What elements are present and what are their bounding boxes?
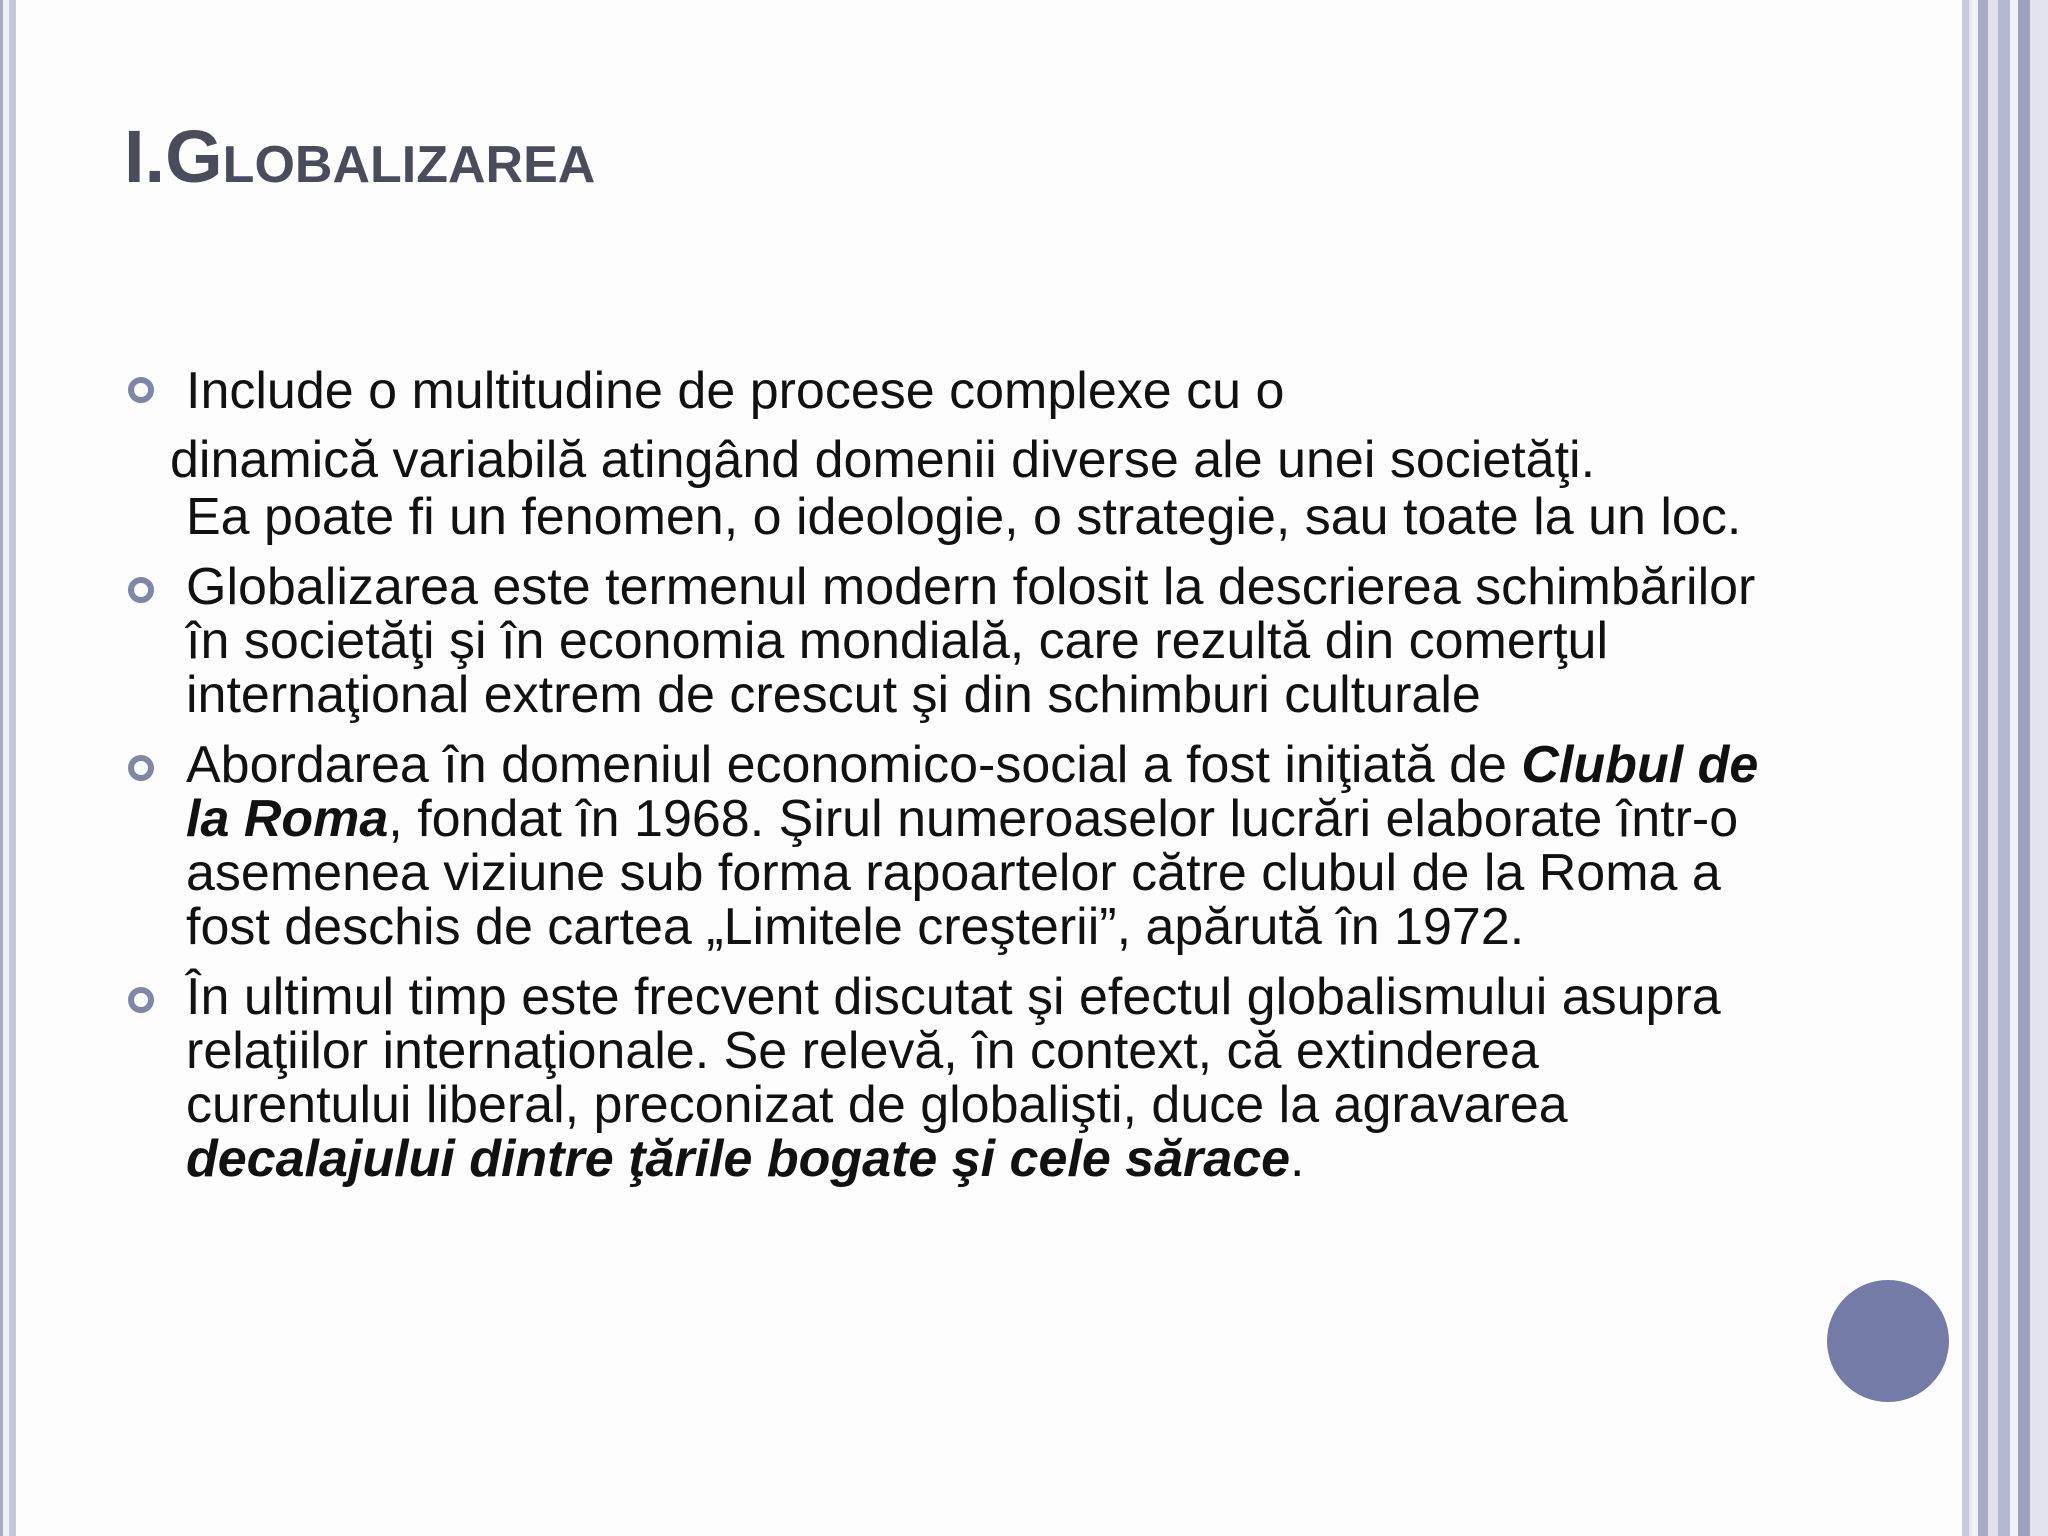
right-stripe xyxy=(1978,0,1988,1536)
bullet-text-rest: Ea poate fi un fenomen, o ideologie, o strategie, sau toate la un loc. xyxy=(186,488,1742,546)
hollow-circle-bullet-icon xyxy=(128,987,154,1013)
bullet-text-after: , fondat în 1968. Şirul numeroaselor lucrări elaborate într-o asemenea viziune sub forma rapoartelor către clubul de la Roma a fost deschis de cartea „Limitele creşterii”, apărută în 1972. xyxy=(186,790,1739,956)
bullet-emphasis-gap: decalajului dintre ţările bogate şi cele sărace xyxy=(186,1130,1291,1188)
right-stripe xyxy=(2030,0,2048,1536)
hollow-circle-bullet-icon xyxy=(128,755,154,781)
right-stripe xyxy=(2018,0,2030,1536)
hollow-circle-bullet-icon xyxy=(128,577,154,603)
bullet-item-2 xyxy=(124,560,1764,722)
bullet-item-3 xyxy=(124,738,1764,954)
filled-circle-decoration xyxy=(1827,1280,1949,1402)
hollow-circle-bullet-icon xyxy=(128,377,154,403)
bullet-text: Globalizarea este termenul modern folosit la descrierea schimbărilor în societăţi şi în economia mondială, care rezultă din comerţul internaţional extrem de crescut şi din schimburi culturale xyxy=(186,558,1756,724)
bullet-text-line-1: Include o multitudine de procese complexe cu o xyxy=(186,362,1285,420)
right-stripe xyxy=(1988,0,1998,1536)
bullet-text-line-2: dinamică variabilă atingând domenii diverse ale unei societăţi. xyxy=(170,431,1596,489)
slide-title: I.Globalizarea xyxy=(124,115,596,198)
left-border-band xyxy=(9,0,16,1536)
bullet-item-1 xyxy=(124,360,1764,544)
right-stripe xyxy=(2010,0,2018,1536)
bullet-text-before: Abordarea în domeniul economico-social a fost iniţiată de xyxy=(186,736,1522,794)
bullet-list xyxy=(124,360,1764,1202)
bullet-item-4 xyxy=(124,970,1764,1186)
bullet-emphasis-club-of-rome: Clubul de la Roma xyxy=(186,736,1759,848)
bullet-text-after: . xyxy=(1290,1130,1305,1188)
right-stripe xyxy=(1998,0,2010,1536)
bullet-text-before: În ultimul timp este frecvent discutat şi efectul globalismului asupra relaţiilor internaţionale. Se relevă, în context, că extinderea curentului liberal, preconizat de globalişti, duce la agravarea xyxy=(186,968,1721,1134)
right-stripe xyxy=(1962,0,1969,1536)
